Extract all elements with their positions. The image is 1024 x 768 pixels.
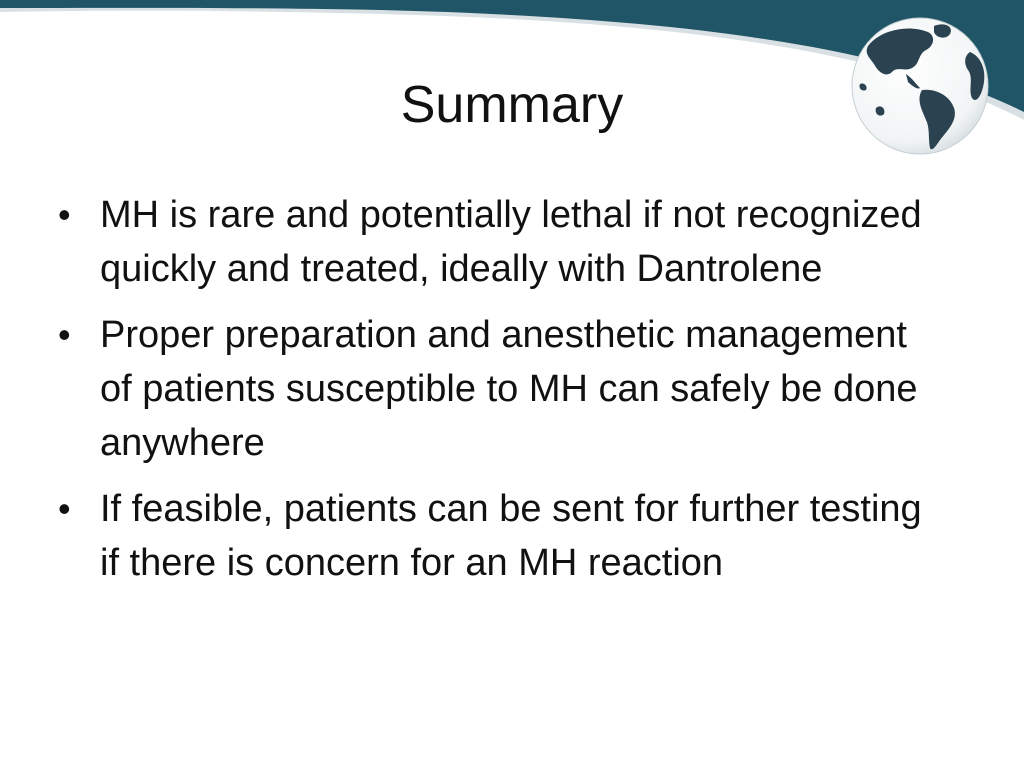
bullet-marker: •	[58, 488, 71, 529]
bullet-marker: •	[58, 314, 71, 355]
bullet-text: Proper preparation and anesthetic management of patients susceptible to MH can safely be done anywhere	[100, 314, 918, 464]
bullet-item	[58, 482, 948, 590]
bullet-list	[58, 188, 948, 602]
bullet-item	[58, 308, 948, 470]
bullet-text: If feasible, patients can be sent for further testing if there is concern for an MH reaction	[100, 488, 922, 584]
bullet-item	[58, 188, 948, 296]
bullet-marker: •	[58, 194, 71, 235]
bullet-text: MH is rare and potentially lethal if not recognized quickly and treated, ideally with Dantrolene	[100, 194, 922, 290]
slide-title: Summary	[400, 76, 624, 134]
